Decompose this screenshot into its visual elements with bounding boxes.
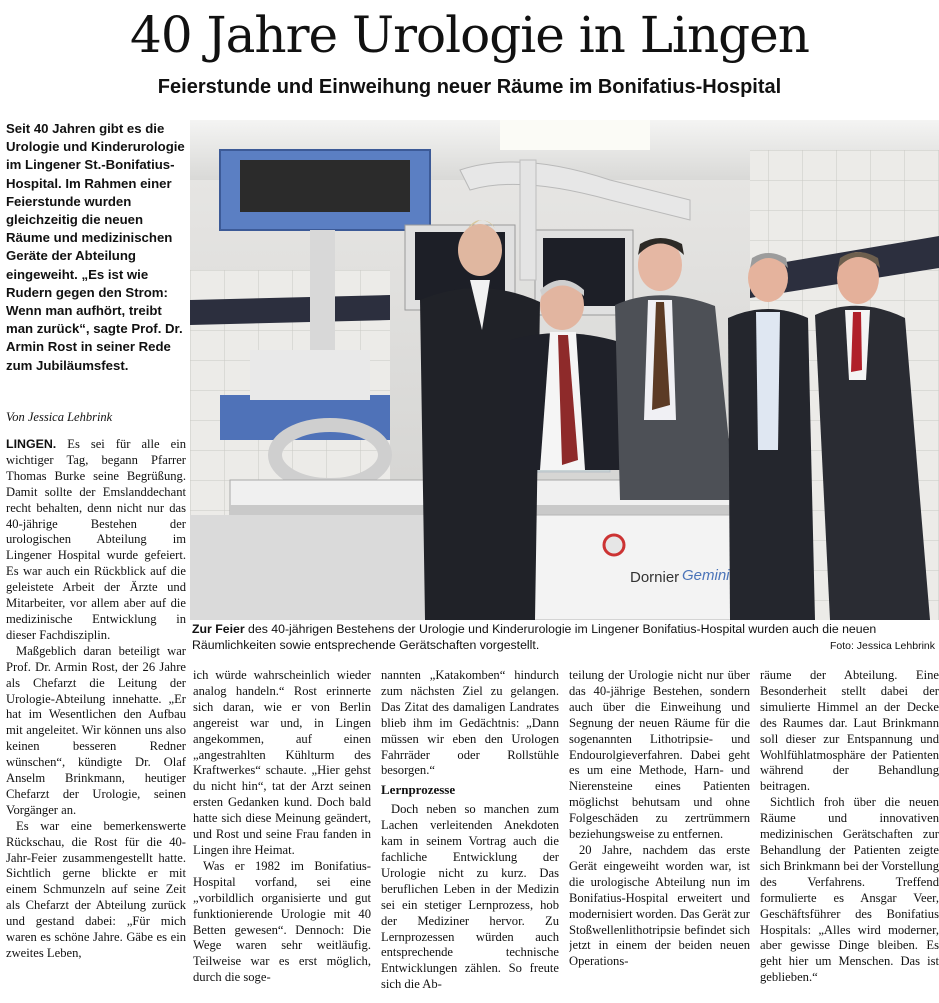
paragraph: Sichtlich froh über die neuen Räume und innovativen medizinischen Gerätschaften zur Behandlung der Patienten zeigte sich Brinkmann bei der Vorstellung des Verfahrens. Treffend formulierte es Ansgar Veer, Geschäftsführer des Bonifatius Hospitals: „Alles wird moderner, aber gewisse Dinge bleiben. Es geht hier um Menschen. Das ist geblieben.“ (760, 795, 939, 985)
article-column-4 (569, 668, 750, 1003)
dateline: LINGEN. (6, 437, 57, 451)
photo-credit: Foto: Jessica Lehbrink (829, 640, 935, 652)
paragraph: Es war eine bemerkenswerte Rückschau, die Rost für die 40-Jahr-Feier zusammengestellt hatte. Sichtlich gerne blickte er mit einem Schmunzeln auf seine Zeit als Chefarzt der Abteilung zurück und gestand dabei: „Für mich waren es schöne Jahre. Gäbe es ein zweites Leben, (6, 818, 186, 960)
device-model-label: Gemini (682, 567, 730, 584)
article-column-1 (6, 437, 186, 1003)
photo-caption: Zur Feier des 40-jährigen Bestehens der Urologie und Kinderurologie im Lingener Bonifatius-Hospital wurden auch die neuen Räumlichkeiten sowie entsprechende Gerätschaften vorgestellt. (192, 622, 877, 652)
caption-lead: Zur Feier (192, 622, 245, 636)
paragraph: Doch neben so manchen zum Lachen verleitenden Anekdoten kam in seinem Vortrag auch die fachliche Entwicklung der Urologie nicht zu kurz. Das beruflichen Leben in der Medizin sei ein stetiger Lernprozess, hob der Mediziner hervor. Zu Lernprozessen würden auch entsprechende technische Entwicklungen zählen. So freute sich die Ab- (381, 802, 559, 992)
article-photo (190, 120, 939, 620)
lead-paragraph: Seit 40 Jahren gibt es die Urologie und Kinderurologie im Lingener St.-Bonifatius-Hospital. Im Rahmen einer Feierstunde wurden gleichzeitig die neuen Räume und medizinischen Geräte der Abteilung eingeweiht. „Es ist wie Rudern gegen den Strom: Wenn man aufhört, treibt man zurück“, sagte Prof. Dr. Armin Rost in seiner Rede zum Jubiläumsfest. (6, 121, 185, 373)
paragraph: 20 Jahre, nachdem das erste Gerät eingeweiht worden war, ist die urologische Abteilung nun im Bonifatius-Hospital erweitert und modernisiert worden. Das Gerät zur Stoßwellenlithotripsie befindet sich jetzt in einem der beiden neuen Operations- (569, 842, 750, 969)
section-heading: Lernprozesse (381, 782, 456, 798)
paragraph: teilung der Urologie nicht nur über das 40-jährige Bestehen, sondern auch über die Einweihung und Segnung der neuen Räume für die sogenannten Lithotripsie- und Endourolgieverfahren. Dabei geht es um eine Methode, Harn- und Nierensteine eines Patienten möglichst behutsam und ohne Folgeschäden zu zertrümmern beziehungsweise zu entfernen. (569, 668, 750, 842)
byline: Von Jessica Lehbrink (6, 410, 113, 424)
article-column-3 (381, 668, 559, 1003)
headline: 40 Jahre Urologie in Lingen (130, 6, 809, 64)
device-brand-label: Dornier (630, 569, 680, 586)
paragraph: räume der Abteilung. Eine Besonderheit stellt dabei der simulierte Himmel an der Decke des Raumes dar. Laut Brinkmann soll dieser zur Entspannung und Wohlfühlatmosphäre der Patienten während der Behandlung beitragen. (760, 668, 939, 794)
article-column-2 (193, 668, 371, 1003)
article-column-5 (760, 668, 939, 1003)
paragraph: Maßgeblich daran beteiligt war Prof. Dr. Armin Rost, der 26 Jahre als Chefarzt die Leitung der Urologie-Abteilung innehatte. „Er hat im Wesentlichen den Aufbau mit angeleitet. Wir können uns also keinen besseren Redner wünschen“, kündigte Dr. Olaf Anselm Brinkmann, heutiger Chefarzt der Urologie, seinen Vorgänger an. (6, 643, 186, 817)
subheadline: Feierstunde und Einweihung neuer Räume im Bonifatius-Hospital (157, 76, 782, 98)
paragraph: nannten „Katakomben“ hindurch zum nächsten Ziel zu gelangen. Das Zitat des damaligen Landrates blieb ihm im Gedächtnis: „Dann müssen wir eben den Urologen Fahrräder oder Rollstühle besorgen.“ (381, 668, 559, 778)
paragraph: LINGEN. Es sei für alle ein wichtiger Tag, begann Pfarrer Thomas Burke seine Begrüßung. Damit sollte der Emslanddechant recht behalten, denn nicht nur das 40-jährige Bestehen der urologischen Abteilung im Lingener Hospital wurde gefeiert. Es war auch ein Rückblick auf die geleistete Arbeit der Ärzte und Mitarbeiter, vor allem aber auf die medizinische Entwicklung in dieser Fachdisziplin. (6, 437, 186, 642)
paragraph: Was er 1982 im Bonifatius-Hospital vorfand, sei eine „vorbildlich organisierte und gut funktionierende Urologie mit 40 Betten gewesen“. Dennoch: Die Wege waren sehr weitläufig. Teilweise war es erst möglich, durch die soge- (193, 858, 371, 985)
paragraph: ich würde wahrscheinlich wieder analog handeln.“ Rost erinnerte sich daran, wie er von Berlin angereist war und, in Lingen angekommen, auf einen „angestrahlten Kühlturm des Kraftwerkes“ schaute. „Hier gehst du nicht hin“, tat der Arzt seinen ersten Gedanken kund. Doch bald hatte sich diese Meinung geändert, und Rost und seine Frau fanden in Lingen ihre Heimat. (193, 668, 371, 857)
